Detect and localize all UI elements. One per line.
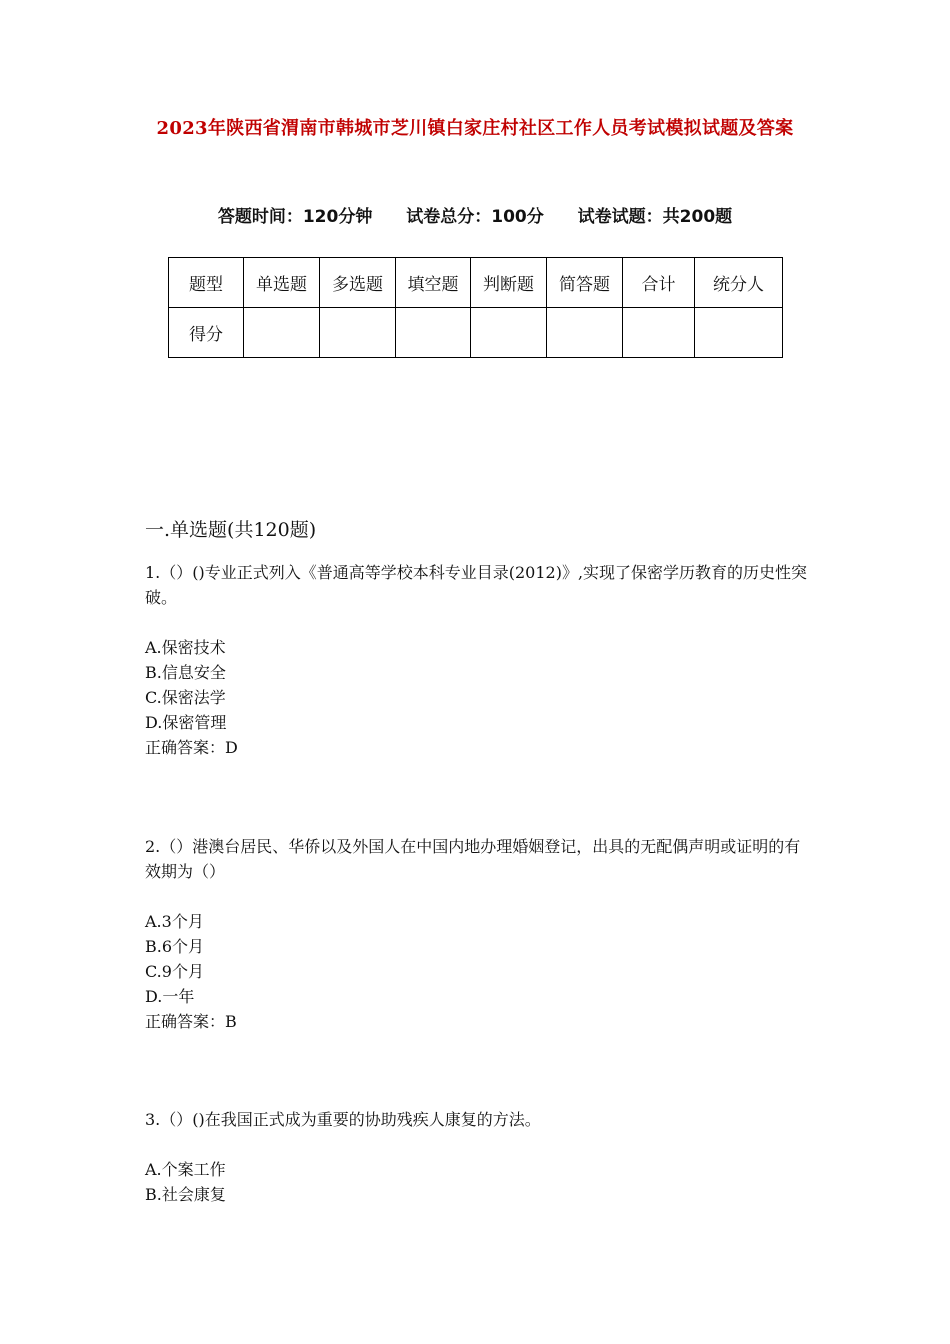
- score-cell: [396, 308, 471, 358]
- score-table-score-row: [169, 308, 783, 358]
- option-b: B.社会康复: [145, 1185, 226, 1204]
- exam-total-score: 试卷总分：100分: [406, 207, 544, 227]
- score-table: [168, 257, 783, 358]
- exam-question-count: 试卷试题：共200题: [577, 207, 733, 227]
- header-cell: 单选题: [244, 258, 320, 308]
- option-d: D.保密管理: [145, 713, 227, 732]
- score-table-header-row: [169, 258, 783, 308]
- option-d: D.一年: [145, 987, 195, 1006]
- question-stem: 1.（）()专业正式列入《普通高等学校本科专业目录(2012)》,实现了保密学历教育的历史性突破。: [145, 563, 808, 607]
- score-cell: [695, 308, 783, 358]
- header-cell: 统分人: [695, 258, 783, 308]
- option-b: B.6个月: [145, 937, 205, 956]
- question-block: [145, 560, 810, 760]
- question-stem: 2.（）港澳台居民、华侨以及外国人在中国内地办理婚姻登记，出具的无配偶声明或证明的有效期为（）: [145, 837, 801, 881]
- option-a: A.3个月: [145, 912, 204, 931]
- question-stem: 3.（）()在我国正式成为重要的协助残疾人康复的方法。: [145, 1110, 541, 1129]
- correct-answer: 正确答案：D: [145, 738, 238, 757]
- document-title: 2023年陕西省渭南市韩城市芝川镇白家庄村社区工作人员考试模拟试题及答案: [156, 118, 794, 139]
- header-cell: 题型: [169, 258, 244, 308]
- score-cell: [320, 308, 396, 358]
- header-cell: 多选题: [320, 258, 396, 308]
- row-label-cell: 得分: [169, 308, 244, 358]
- exam-time: 答题时间：120分钟: [217, 207, 373, 227]
- score-cell: [471, 308, 547, 358]
- exam-meta: [0, 202, 950, 227]
- score-cell: [244, 308, 320, 358]
- correct-answer: 正确答案：B: [145, 1012, 237, 1031]
- option-a: A.保密技术: [145, 638, 226, 657]
- header-cell: 填空题: [396, 258, 471, 308]
- section-title: 一.单选题(共120题): [145, 519, 317, 541]
- score-cell: [623, 308, 695, 358]
- option-c: C.9个月: [145, 962, 204, 981]
- option-c: C.保密法学: [145, 688, 226, 707]
- option-b: B.信息安全: [145, 663, 226, 682]
- header-cell: 简答题: [547, 258, 623, 308]
- header-cell: 合计: [623, 258, 695, 308]
- header-cell: 判断题: [471, 258, 547, 308]
- score-cell: [547, 308, 623, 358]
- question-block: [145, 1107, 810, 1207]
- question-block: [145, 834, 810, 1034]
- option-a: A.个案工作: [145, 1160, 226, 1179]
